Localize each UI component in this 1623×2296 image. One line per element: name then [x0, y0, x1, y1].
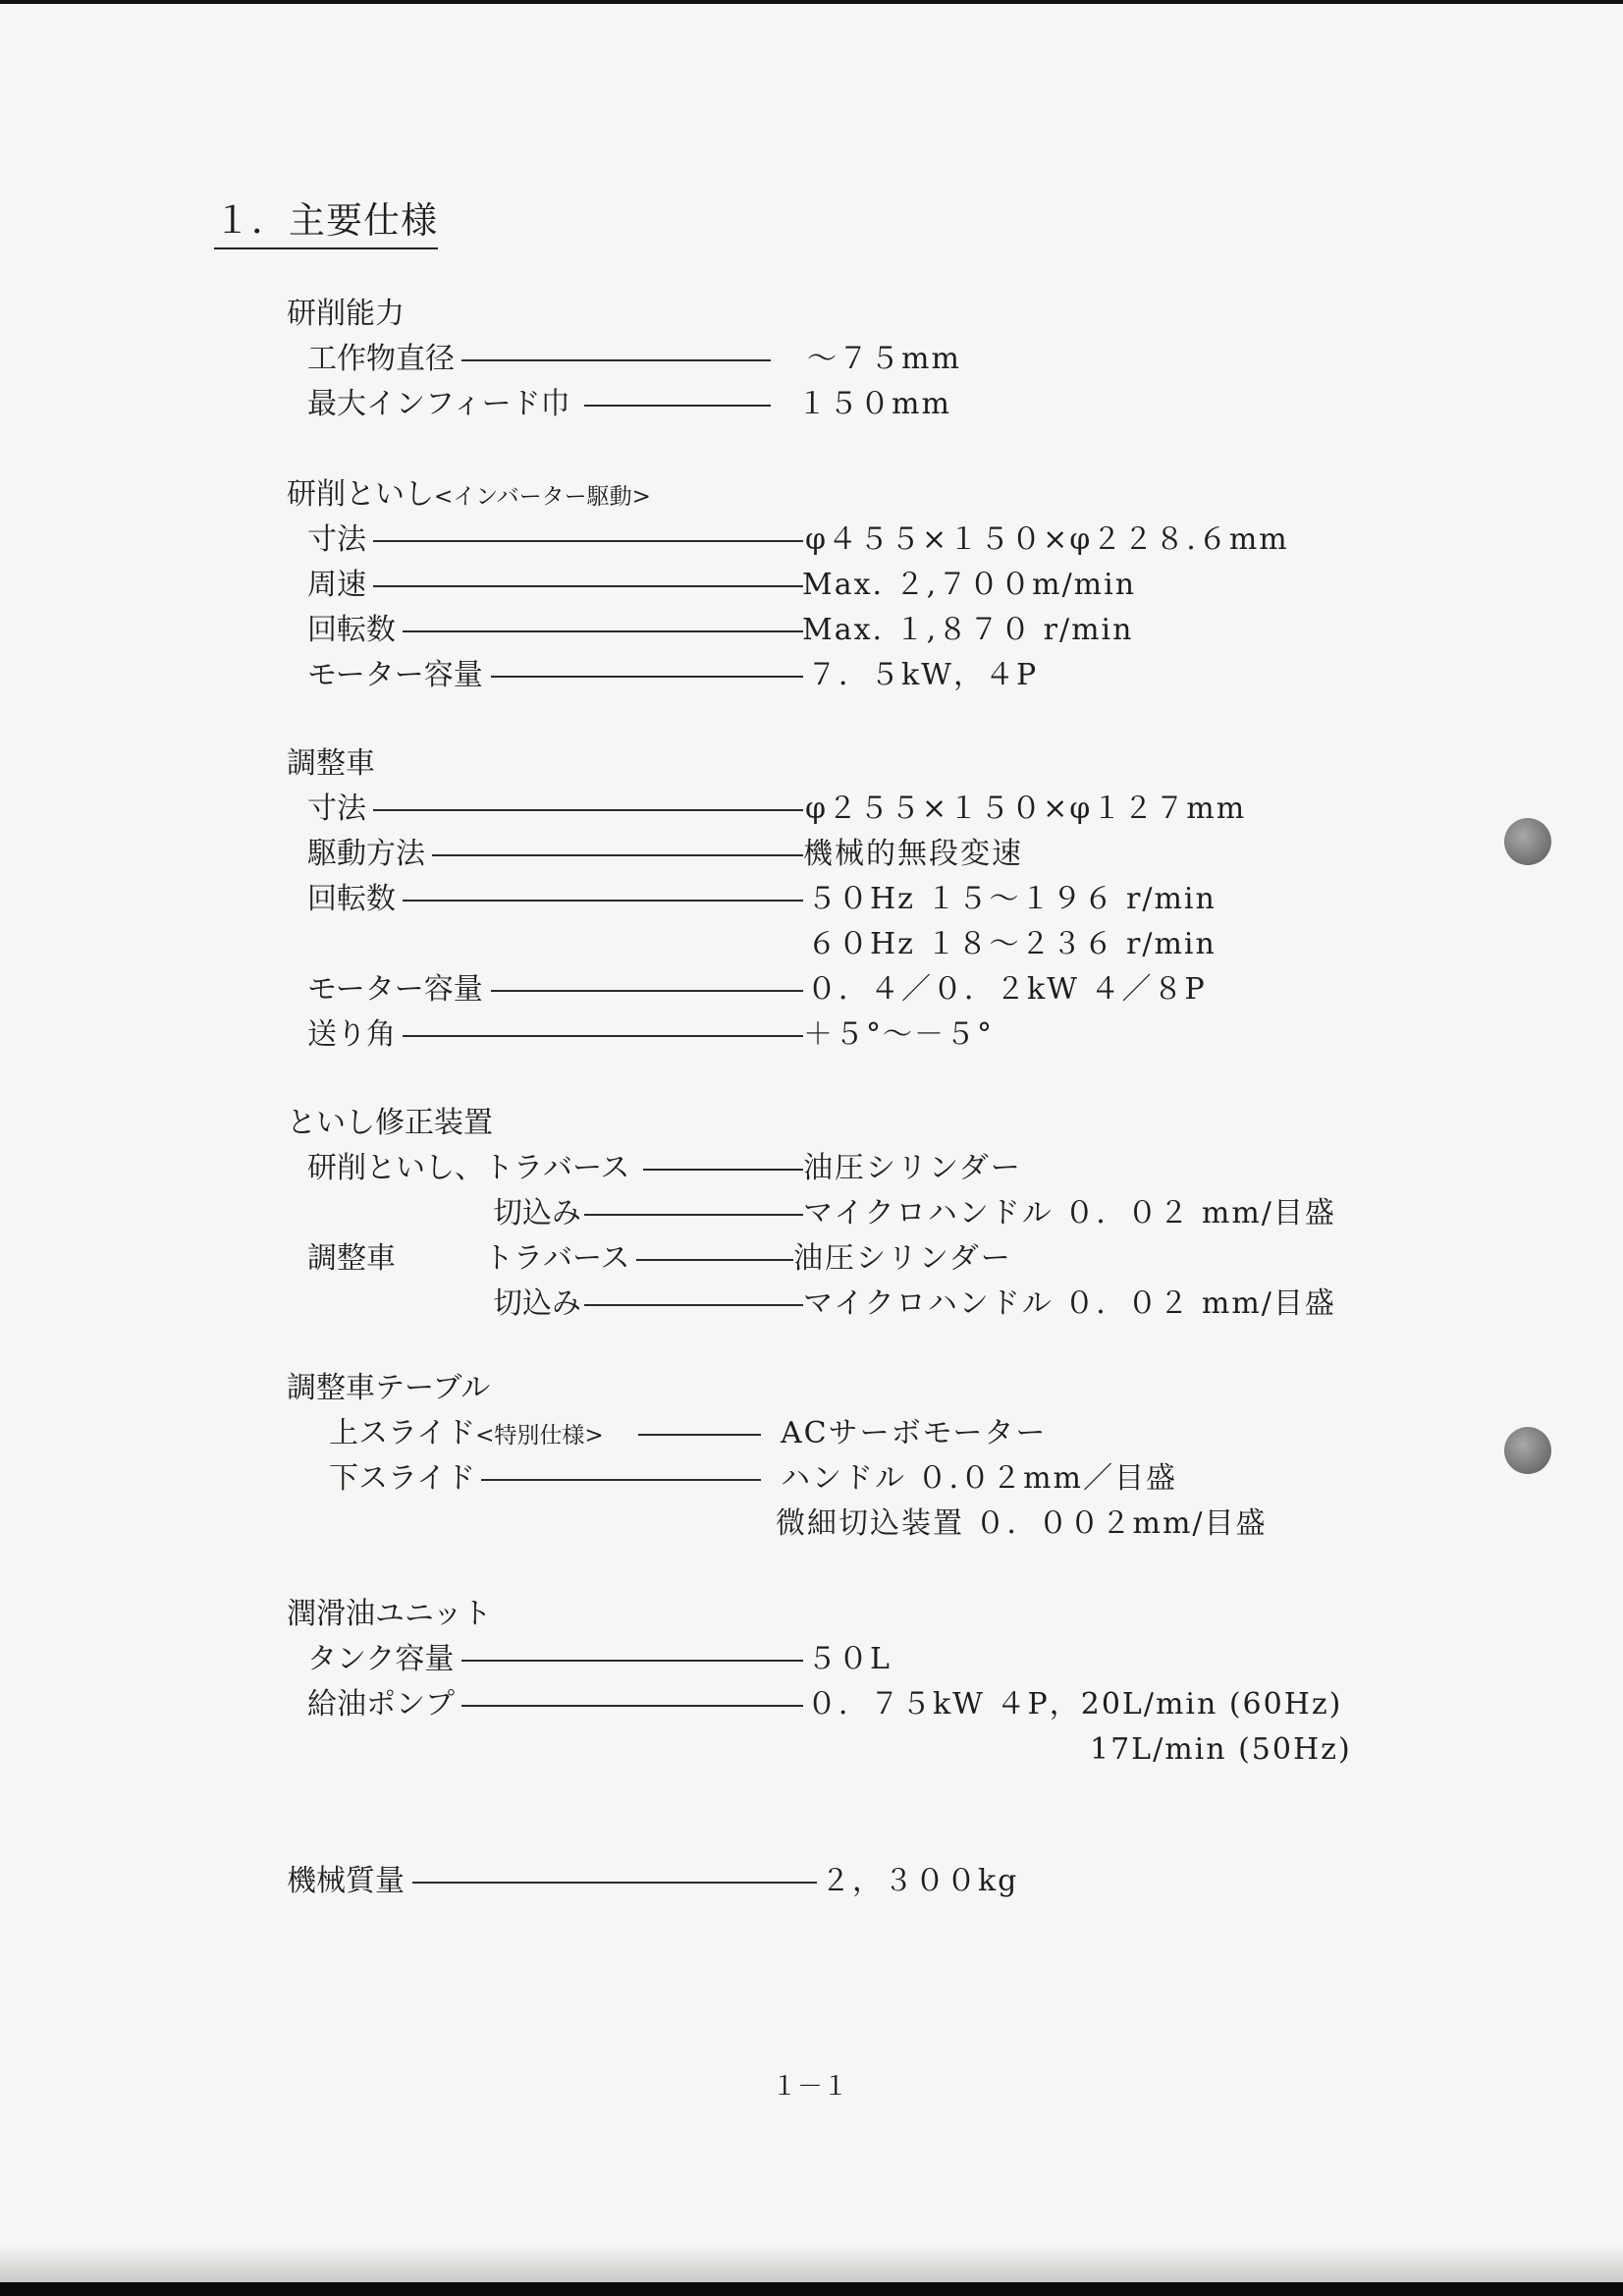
scan-edge-bottom: [0, 2282, 1623, 2296]
spec-label-rw-feed-angle: 送り角: [307, 1017, 396, 1052]
spec-value-max-infeed-width: １５０mm: [797, 387, 951, 421]
spec-label-upper-slide: [329, 1414, 604, 1455]
spec-label-gw-peripheral-speed: 周速: [307, 568, 366, 602]
section-heading-lubrication: 潤滑油ユニット: [287, 1597, 492, 1631]
spec-label-max-infeed-width: 最大インフィード巾: [307, 387, 570, 421]
spec-value-gw-motor-capacity: ７．５kW，４P: [807, 658, 1039, 692]
spec-value-rw-traverse: 油圧シリンダー: [793, 1241, 1012, 1276]
spec-value-lower-slide-handle: ハンドル ０.０２mm／目盛: [781, 1461, 1177, 1496]
leader-line: [584, 405, 771, 407]
leader-line: [584, 1214, 803, 1216]
leader-line: [373, 809, 803, 811]
spec-label-rw-rotation: 回転数: [307, 882, 396, 916]
spec-label-gw-size: 寸法: [307, 522, 366, 557]
page-title: １．主要仕様: [214, 196, 438, 249]
spec-label-gw-rotation: 回転数: [307, 613, 396, 647]
leader-line: [461, 359, 771, 361]
spec-label-oil-pump: 給油ポンプ: [307, 1687, 455, 1722]
spec-value-rw-size: φ２５５×１５０×φ１２７mm: [805, 792, 1247, 826]
spec-label-rw-cut: 切込み: [493, 1286, 581, 1321]
section-heading-grinding-wheel: [287, 475, 651, 517]
leader-line: [636, 1259, 793, 1261]
spec-value-work-diameter: ～７５mm: [807, 342, 961, 376]
spec-value-gw-peripheral-speed: Max. ２,７００m/min: [802, 568, 1137, 602]
spec-value-rw-motor-capacity: ０．４／０．２kW ４／８P: [807, 972, 1207, 1007]
spec-label-gw-motor-capacity: モーター容量: [307, 658, 483, 692]
spec-value-tank-capacity: ５０L: [807, 1642, 892, 1676]
spec-value-gw-traverse: 油圧シリンダー: [803, 1151, 1022, 1185]
leader-line: [412, 1882, 817, 1884]
spec-value-rw-rotation-50hz: ５０Hz １５～１９６ r/min: [807, 882, 1217, 916]
spec-label-lower-slide: 下スライド: [329, 1461, 476, 1496]
leader-line: [491, 990, 803, 992]
spec-label-rw-dressing: 調整車: [307, 1241, 396, 1276]
binder-hole-lower: [1504, 1427, 1551, 1474]
spec-value-rw-feed-angle: ＋５°～－５°: [803, 1017, 994, 1052]
section-heading-grinding-capacity: 研削能力: [287, 297, 405, 331]
section-heading-dressing-device: といし修正装置: [287, 1106, 493, 1140]
spec-value-gw-rotation: Max. １,８７０ r/min: [802, 613, 1134, 647]
spec-value-upper-slide: ACサーボモーター: [781, 1416, 1048, 1450]
spec-value-machine-mass: ２，３００kg: [821, 1864, 1019, 1898]
leader-line: [643, 1169, 803, 1171]
page-number: １－１: [772, 2072, 849, 2102]
grinding-wheel-heading-note: <インバーター駆動>: [434, 484, 651, 510]
spec-value-gw-size: φ４５５×１５０×φ２２８.６mm: [805, 522, 1289, 557]
spec-label-rw-motor-capacity: モーター容量: [307, 972, 483, 1007]
spec-value-oil-pump-60hz: ０．７５kW ４P，20L/min (60Hz): [807, 1687, 1343, 1722]
leader-line: [432, 854, 803, 856]
spec-label-work-diameter: 工作物直径: [307, 342, 455, 376]
leader-line: [461, 1705, 803, 1707]
leader-line: [491, 676, 803, 678]
spec-value-lower-slide-fine-feed: 微細切込装置 ０．００２mm/目盛: [776, 1506, 1268, 1541]
leader-line: [403, 1035, 803, 1037]
spec-label-gw-traverse: 研削といし、トラバース: [307, 1151, 630, 1185]
spec-label-tank-capacity: タンク容量: [307, 1642, 455, 1676]
scan-shadow-bottom: [0, 2243, 1623, 2282]
leader-line: [373, 540, 803, 542]
section-heading-regulating-wheel: 調整車: [287, 746, 375, 781]
spec-value-gw-cut: マイクロハンドル ０．０２ mm/目盛: [803, 1196, 1336, 1230]
spec-value-rw-drive-method: 機械的無段変速: [803, 837, 1023, 871]
leader-line: [481, 1479, 761, 1481]
leader-line: [461, 1660, 803, 1662]
leader-line: [403, 630, 803, 632]
spec-label-rw-drive-method: 駆動方法: [307, 837, 425, 871]
spec-label-gw-cut: 切込み: [493, 1196, 581, 1230]
binder-hole-upper: [1504, 818, 1551, 865]
grinding-wheel-heading-text: 研削といし: [287, 477, 434, 512]
spec-label-machine-mass: 機械質量: [287, 1864, 405, 1898]
leader-line: [584, 1304, 803, 1306]
spec-label-rw-size: 寸法: [307, 792, 366, 826]
spec-label-rw-traverse: トラバース: [484, 1241, 630, 1276]
leader-line: [373, 585, 803, 587]
spec-value-oil-pump-50hz: 17L/min (50Hz): [1090, 1732, 1352, 1767]
scan-edge-top: [0, 0, 1623, 4]
leader-line: [638, 1434, 761, 1436]
upper-slide-label-note: <特別仕様>: [475, 1423, 604, 1449]
section-heading-rw-table: 調整車テーブル: [287, 1371, 491, 1405]
upper-slide-label-text: 上スライド: [329, 1416, 476, 1450]
spec-value-rw-cut: マイクロハンドル ０．０２ mm/目盛: [803, 1286, 1336, 1321]
leader-line: [403, 900, 803, 902]
spec-value-rw-rotation-60hz: ６０Hz １８～２３６ r/min: [807, 927, 1217, 961]
